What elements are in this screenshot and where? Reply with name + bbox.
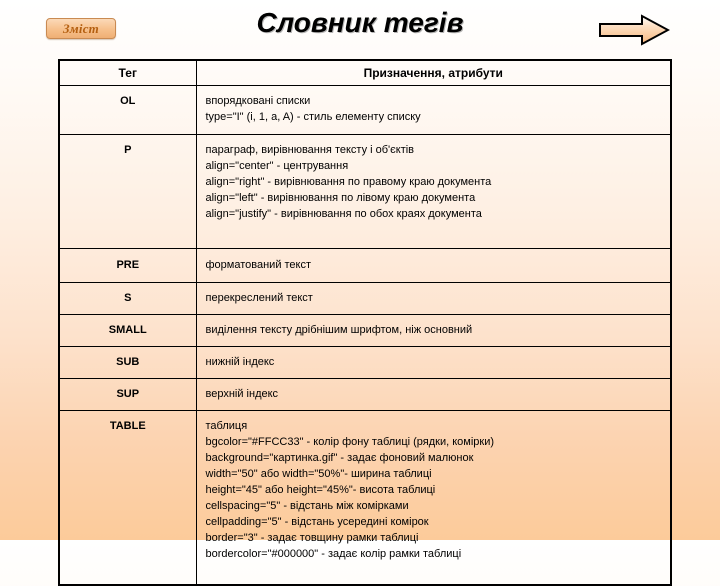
table-row (59, 347, 671, 379)
description-line: форматований текст (205, 259, 312, 271)
arrow-right-glyph (598, 14, 670, 46)
description-line: height="45" або height="45%"- висота таблиці (205, 484, 436, 496)
tag-name-cell: S (59, 283, 196, 315)
tag-description-cell (196, 135, 671, 249)
contents-button[interactable]: Зміст (46, 18, 116, 39)
table-row (59, 283, 671, 315)
tag-description-cell (196, 283, 671, 315)
tag-name-cell: SUB (59, 347, 196, 379)
tag-description-cell (196, 315, 671, 347)
description-line: виділення тексту дрібнішим шрифтом, ніж основний (205, 324, 473, 336)
table-header-row (59, 60, 671, 86)
description-line: перекреслений текст (205, 292, 313, 304)
description-line: align="left" - вирівнювання по лівому краю документа (205, 192, 476, 204)
description-line: type="I" (i, 1, a, A) - стиль елементу списку (205, 111, 421, 123)
tag-description-cell (196, 249, 671, 283)
table-row (59, 86, 671, 135)
tag-description-cell (196, 411, 671, 586)
description-line: bgcolor="#FFCC33" - колір фону таблиці (рядки, комірки) (205, 436, 495, 448)
description-line: верхній індекс (205, 388, 279, 400)
tag-description-cell (196, 86, 671, 135)
slide-header (0, 0, 720, 56)
description-line: border="3" - задає товщину рамки таблиці (205, 532, 419, 544)
tag-name-cell: TABLE (59, 411, 196, 586)
column-header-description: Призначення, атрибути (196, 60, 671, 86)
table-row (59, 379, 671, 411)
description-line: background="картинка.gif" - задає фоновий малюнок (205, 452, 474, 464)
column-header-tag: Тег (59, 60, 196, 86)
description-line: cellspacing="5" - відстань між комірками (205, 500, 409, 512)
description-line: align="center" - центрування (205, 160, 349, 172)
tag-name-cell: SMALL (59, 315, 196, 347)
table-row (59, 135, 671, 249)
page-title: Словник тегів (256, 7, 464, 38)
description-line: cellpadding="5" - відстань усередині комірок (205, 516, 429, 528)
description-line: width="50" або width="50%"- ширина таблиці (205, 468, 432, 480)
tag-name-cell: PRE (59, 249, 196, 283)
table-row (59, 249, 671, 283)
description-line: таблиця (205, 420, 248, 432)
description-line: параграф, вирівнювання тексту і об'єктів (205, 144, 415, 156)
description-line: align="right" - вирівнювання по правому краю документа (205, 176, 492, 188)
table-row (59, 411, 671, 586)
tag-name-cell: SUP (59, 379, 196, 411)
table-row (59, 315, 671, 347)
description-line: нижній індекс (205, 356, 275, 368)
description-line: bordercolor="#000000" - задає колір рамки таблиці (205, 548, 462, 560)
tag-name-cell: OL (59, 86, 196, 135)
tag-description-cell (196, 379, 671, 411)
tag-name-cell: P (59, 135, 196, 249)
description-line: впорядковані списки (205, 95, 311, 107)
description-line: align="justify" - вирівнювання по обох краях документа (205, 208, 482, 220)
arrow-right-icon[interactable] (598, 14, 670, 46)
tag-description-cell (196, 347, 671, 379)
tag-reference-table (58, 59, 672, 586)
